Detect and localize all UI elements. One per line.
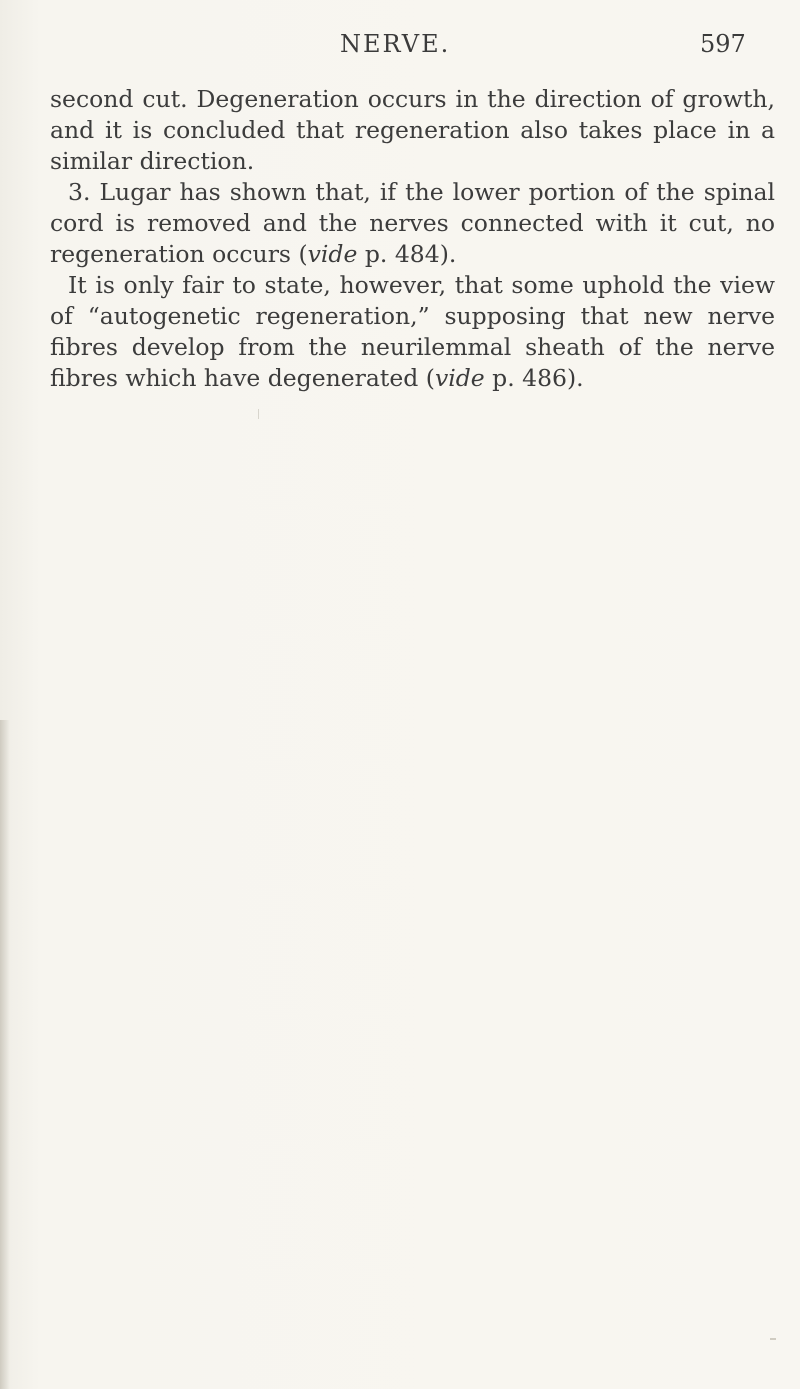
text-line: fibres develop from the neurilemmal sheath of the nerve (50, 333, 775, 361)
paragraph-3 (50, 270, 775, 394)
paper-mark (770, 1338, 776, 1340)
running-title: NERVE. (340, 30, 451, 58)
page-number: 597 (700, 30, 746, 58)
running-head (0, 30, 800, 60)
body-text (50, 84, 775, 394)
text-line: and it is concluded that regeneration also takes place in a (50, 116, 775, 144)
text-line: second cut. Degeneration occurs in the direction of growth, (50, 85, 775, 113)
text-line: cord is removed and the nerves connected with it cut, no (50, 209, 775, 237)
text-line: fibres which have degenerated (vide p. 486). (50, 364, 584, 392)
text-line: regeneration occurs (vide p. 484). (50, 240, 457, 268)
text-line: similar direction. (50, 147, 255, 175)
vide-italic: vide (307, 240, 358, 268)
text-line: It is only fair to state, however, that some uphold the view (68, 271, 775, 299)
binding-shadow (0, 720, 10, 1389)
paper-mark (258, 409, 263, 419)
text-line: of “autogenetic regeneration,” supposing that new nerve (50, 302, 775, 330)
vide-italic: vide (434, 364, 485, 392)
paragraph-2 (50, 177, 775, 270)
text-line: 3. Lugar has shown that, if the lower portion of the spinal (68, 178, 775, 206)
paragraph-1 (50, 84, 775, 177)
